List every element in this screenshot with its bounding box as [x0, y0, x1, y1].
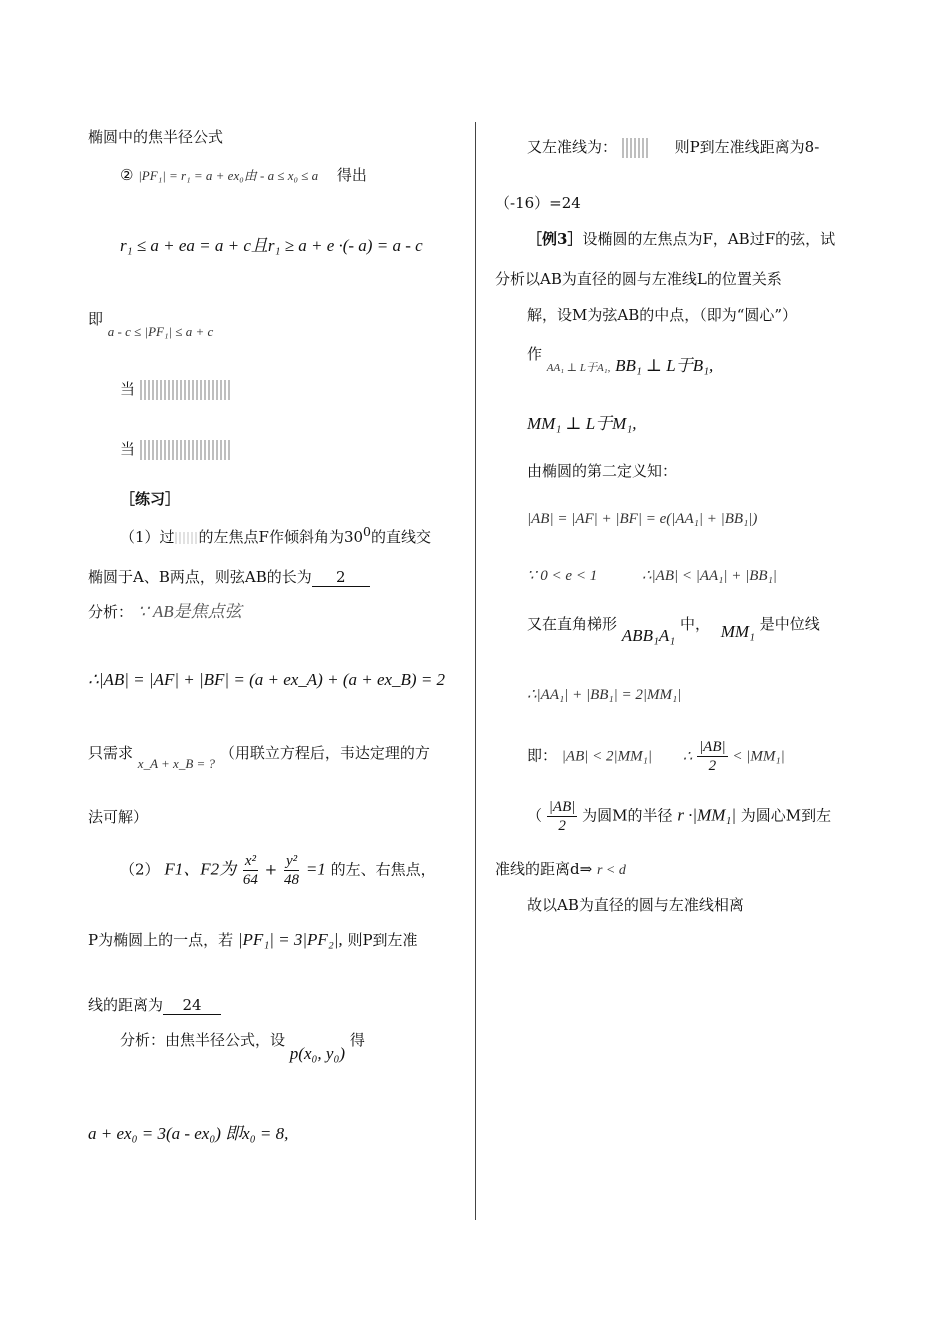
practice-2-analysis-end: 得: [349, 1031, 365, 1049]
practice-1-line-2: [88, 568, 370, 587]
case-max-label: 当: [120, 380, 136, 398]
practice-1-text-end: 的直线交: [371, 528, 432, 546]
answer-blank-1: 2: [312, 568, 370, 587]
practice-2-cond-text: P为椭圆上的一点，若: [88, 931, 234, 949]
analysis-label: 分析：: [88, 603, 134, 621]
conclusion: 故以AB为直径的圆与左准线相离: [527, 896, 744, 914]
case-min: [120, 440, 232, 460]
frac-x-den: 64: [242, 872, 258, 888]
ji-label: 即: [88, 310, 104, 328]
directrix-line: [527, 138, 819, 158]
aa1-perpendicular: AA₁ ⊥ L于A₁,: [546, 362, 611, 374]
midline-equation: ∴|AA₁| + |BB₁| = 2|MM₁|: [527, 687, 682, 703]
trapezoid-text: 又在直角梯形: [527, 615, 618, 633]
chord-length-equation: ∴|AB| = |AF| + |BF| = (a + ex_A) + (a + ex_B) = 2: [88, 670, 446, 689]
example-3-line-2: 分析以AB为直径的圆与左准线L的位置关系: [495, 270, 782, 288]
radius-fraction: [547, 798, 578, 835]
ji-label-right: 即：: [527, 746, 558, 765]
second-definition: 由椭圆的第二定义知：: [527, 462, 678, 480]
trapezoid-name: ABB₁A₁: [621, 626, 676, 645]
practice-2-condition: |PF₁| = 3|PF₂|,: [237, 930, 343, 949]
practice-2-text: 的左、右焦点，: [330, 860, 436, 879]
practice-2-cond-end: 则P到左准: [347, 931, 418, 949]
midline-name: MM₁: [720, 622, 755, 641]
column-divider: [475, 122, 476, 1220]
x0-solution: a + ex₀ = 3(a - ex₀) 即x₀ = 8,: [88, 1124, 289, 1143]
case-max: [120, 380, 232, 400]
illegible-formula-image: [140, 380, 232, 400]
conclusion-word: 得出: [336, 166, 367, 184]
ellipse-fraction-y: [282, 852, 301, 889]
center-distance-text: 为圆心M到左: [740, 806, 832, 825]
trapezoid-zhong: 中，: [679, 615, 710, 633]
hint-formula: x_A + x_B = ?: [137, 756, 216, 771]
practice-2-line-1: [120, 852, 436, 889]
case-min-label: 当: [120, 440, 136, 458]
example-3-label: ［例3］: [527, 230, 583, 248]
bb1-perpendicular: BB₁ ⊥ L于B₁,: [615, 356, 714, 375]
ab-equation: |AB| = |AF| + |BF| = e(|AA₁| + |BB₁|): [527, 511, 758, 527]
frac-x-num: x²: [244, 853, 256, 869]
illegible-directrix-formula: [622, 138, 650, 158]
inequality-derivation: r₁ ≤ a + ea = a + c且r₁ ≥ a + e ·(- a) = a - c: [120, 236, 423, 255]
practice-2-line-2: [88, 930, 418, 950]
frac-y-den: 48: [284, 872, 300, 888]
mm1-perpendicular: MM₁ ⊥ L于M₁,: [527, 414, 637, 433]
radius-text: 为圆M的半径: [582, 806, 673, 825]
answer-blank-2: 24: [163, 996, 221, 1015]
therefore-sign: ∴: [682, 748, 693, 765]
degree-superscript: 0: [363, 524, 371, 539]
equals-one: =1: [305, 859, 326, 879]
practice-1-prefix: （1）过: [120, 528, 175, 546]
formula-line-1: [120, 166, 367, 184]
eccentricity-range: ∵ 0 < e < 1: [527, 568, 598, 584]
radius-symbols: r ·|MM₁|: [677, 805, 737, 825]
example-3-text: 设椭圆的左焦点为F，AB过F的弦，试: [582, 230, 836, 248]
practice-heading: ［练习］: [120, 490, 181, 508]
ab-mm1-inequality: |AB| < 2|MM₁|: [561, 748, 652, 765]
practice-1-hint: [88, 744, 430, 771]
practice-1-text: 的左焦点F作倾斜角为30: [198, 528, 364, 546]
example-3-line-1: [527, 230, 835, 248]
distance-text-2: 准线的距离d⇒: [495, 860, 593, 878]
midline-text: 是中位线: [759, 615, 820, 633]
practice-1-analysis: [88, 602, 242, 622]
illegible-ellipse-image: [175, 532, 199, 544]
range-line: [88, 310, 214, 339]
half-ab-fraction: [697, 738, 728, 775]
plus-sign: +: [264, 860, 278, 879]
radius-inequality-line: [527, 738, 785, 775]
practice-1-line-1: [120, 524, 431, 546]
practice-2-question: 线的距离为: [88, 996, 164, 1014]
foci-label: F1、F2为: [164, 859, 237, 879]
focal-chord-note: ∵ AB是焦点弦: [137, 602, 242, 621]
half-ab-num: |AB|: [699, 739, 726, 755]
zuo-label: 作: [527, 345, 543, 363]
paren-open: （: [527, 806, 543, 825]
practice-2-analysis-text: 分析：由焦半径公式，设: [120, 1031, 286, 1049]
ab-inequality: ∴|AB| < |AA₁| + |BB₁|: [641, 568, 777, 584]
practice-2-line-3: [88, 996, 221, 1015]
practice-1-question: 椭圆于A、B两点，则弦AB的长为: [88, 568, 312, 586]
practice-2-analysis: [120, 1030, 365, 1063]
hint-prefix: 只需求: [88, 744, 134, 762]
range-formula: a - c ≤ |PF₁| ≤ a + c: [107, 324, 214, 339]
solution-intro: 解，设M为弦AB的中点，（即为“圆心”）: [527, 306, 798, 324]
eccentricity-line: [527, 566, 777, 585]
less-than-mm1: < |MM₁|: [732, 748, 785, 765]
point-p-coords: p(x₀, y₀): [289, 1044, 346, 1063]
distance-comparison: [495, 860, 626, 880]
focal-radius-formula: |PF₁| = r₁ = a + ex₀由 - a ≤ x₀ ≤ a: [138, 168, 319, 183]
radius-explanation: [527, 798, 831, 835]
section-title: 椭圆中的焦半径公式: [88, 128, 224, 146]
radius-num: |AB|: [548, 799, 576, 815]
distance-text: 则P到左准线距离为8-: [674, 138, 820, 156]
radius-den: 2: [558, 818, 566, 834]
directrix-label: 又左准线为：: [527, 138, 618, 156]
ellipse-fraction-x: [241, 852, 260, 889]
half-ab-den: 2: [708, 758, 717, 774]
item-marker: ②: [120, 166, 134, 184]
practice-1-hint-2: 法可解）: [88, 808, 149, 826]
r-less-than-d: r < d: [596, 863, 626, 878]
trapezoid-line: [527, 614, 820, 645]
illegible-formula-image: [140, 440, 232, 460]
distance-result: （-16）=24: [495, 194, 581, 212]
hint-suffix: （用联立方程后，韦达定理的方: [219, 744, 430, 762]
practice-2-prefix: （2）: [120, 860, 160, 879]
frac-y-num: y²: [285, 853, 298, 869]
